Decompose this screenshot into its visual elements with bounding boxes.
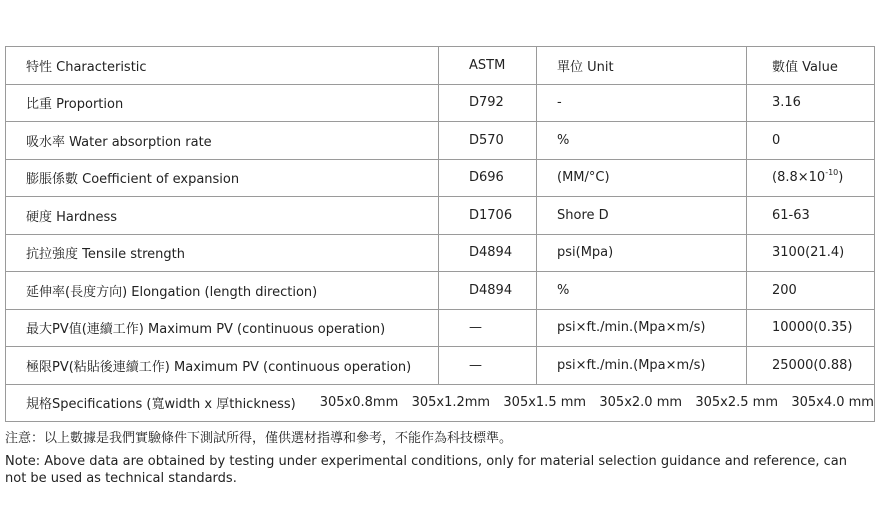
characteristic-cell: 極限PV(粘貼後連續工作) Maximum PV (continuous operation) (6, 347, 439, 385)
specifications-row (6, 384, 875, 422)
notes (5, 430, 871, 487)
table-header-row (6, 47, 875, 85)
properties-table (5, 46, 875, 422)
astm-cell: D570 (439, 122, 537, 160)
value-cell: 3100(21.4) (747, 234, 875, 272)
unit-cell: - (537, 84, 747, 122)
value-cell: 10000(0.35) (747, 309, 875, 347)
size-item: 305x0.8mm (319, 395, 399, 411)
characteristic-cell: 吸水率 Water absorption rate (6, 122, 439, 160)
characteristic-cell: 硬度 Hardness (6, 197, 439, 235)
table-row (6, 159, 875, 197)
value-close: ) (838, 170, 844, 186)
size-item: 305x2.5 mm (695, 395, 778, 411)
note-english: Note: Above data are obtained by testing under experimental conditions, only for material selection guidance and reference, can not be used as technical standards. (5, 454, 847, 486)
size-item: 305x1.5 mm (503, 395, 587, 411)
header-value: 數值 Value (747, 47, 875, 85)
unit-cell: % (537, 122, 747, 160)
specifications-cell (6, 384, 875, 422)
unit-cell: psi(Mpa) (537, 234, 747, 272)
table-row (6, 197, 875, 235)
table-row (6, 347, 875, 385)
characteristic-cell: 最大PV值(連續工作) Maximum PV (continuous operation) (6, 309, 439, 347)
value-cell: 3.16 (747, 84, 875, 122)
value-cell (747, 159, 875, 197)
astm-cell: D4894 (439, 272, 537, 310)
unit-cell: psi×ft./min.(Mpa×m/s) (537, 347, 747, 385)
astm-cell: D696 (439, 159, 537, 197)
characteristic-cell: 抗拉強度 Tensile strength (6, 234, 439, 272)
table-row (6, 84, 875, 122)
value-exponent: -10 (825, 167, 839, 177)
note-chinese: 注意：以上數據是我們實驗條件下測試所得，僅供選材指導和參考，不能作為科技標準。 (5, 431, 513, 446)
table-row (6, 234, 875, 272)
value-base: (8.8×10 (772, 170, 826, 186)
specifications-label: 規格Specifications (寬width x 厚thickness) (26, 397, 296, 413)
table-row (6, 272, 875, 310)
unit-cell: % (537, 272, 747, 310)
header-astm: ASTM (439, 47, 537, 85)
value-cell: 25000(0.88) (747, 347, 875, 385)
table-row (6, 309, 875, 347)
astm-cell: D1706 (439, 197, 537, 235)
specification-sizes (320, 395, 874, 410)
size-item: 305x2.0 mm (599, 395, 683, 411)
size-item: 305x1.2mm (411, 395, 491, 411)
unit-cell: psi×ft./min.(Mpa×m/s) (537, 309, 747, 347)
characteristic-cell: 延伸率(長度方向) Elongation (length direction) (6, 272, 439, 310)
characteristic-cell: 比重 Proportion (6, 84, 439, 122)
value-cell: 0 (747, 122, 875, 160)
header-characteristic: 特性 Characteristic (6, 47, 439, 85)
value-cell: 200 (747, 272, 875, 310)
characteristic-cell: 膨脹係數 Coefficient of expansion (6, 159, 439, 197)
unit-cell: (MM/°C) (537, 159, 747, 197)
size-item: 305x4.0 mm (791, 395, 874, 411)
astm-cell: — (439, 309, 537, 347)
header-unit: 單位 Unit (537, 47, 747, 85)
astm-cell: — (439, 347, 537, 385)
value-cell: 61-63 (747, 197, 875, 235)
table-row (6, 122, 875, 160)
astm-cell: D4894 (439, 234, 537, 272)
unit-cell: Shore D (537, 197, 747, 235)
astm-cell: D792 (439, 84, 537, 122)
